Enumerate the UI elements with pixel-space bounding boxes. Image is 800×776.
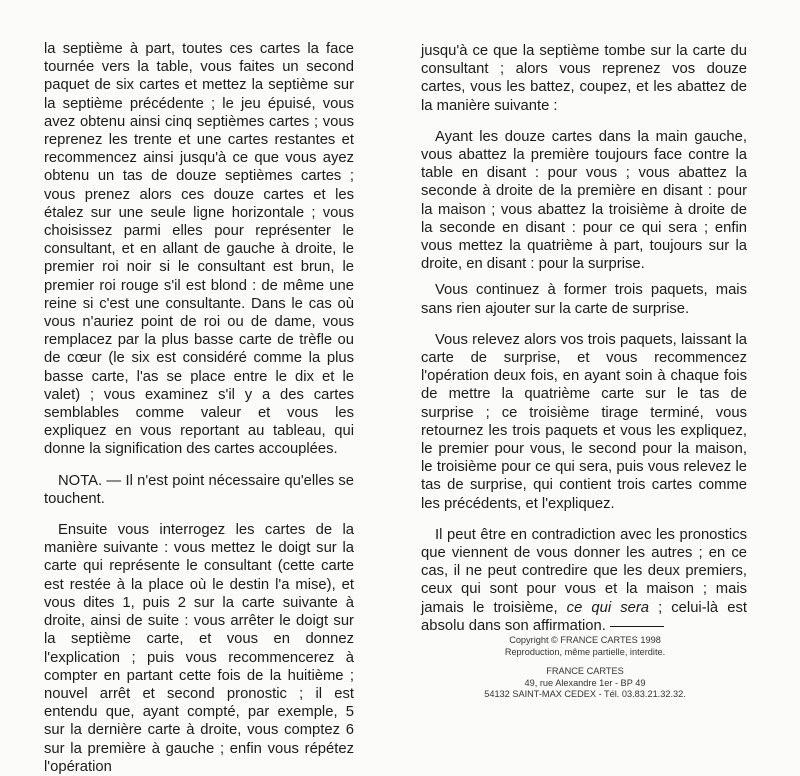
right-paragraph-5-start: Il peut être en contradiction avec les pronostics que viennent de vous donner les autres ; en ce cas, il ne peut contredire que les deux premiers, ceux qui sont pour vous et la maison ; mais jamais le troisième, [421,526,747,616]
copyright-block [420,635,750,658]
right-paragraph-3: Vous continuez à former trois paquets, mais sans rien ajouter sur la carte de surprise. [421,282,747,317]
reproduction-line: Reproduction, même partielle, interdite. [504,646,666,657]
publisher-name: FRANCE CARTES [546,666,624,676]
nota-paragraph: NOTA. — Il n'est point nécessaire qu'elles se touchent. [44,472,354,507]
left-paragraph-3: Ensuite vous interrogez les cartes de la manière suivante : vous mettez le doigt sur la carte qui représente le consultant (cette carte est restée à la place où le destin l'a mise), et vous dites 1, puis 2 sur la carte suivante à droite, ainsi de suite : vous arrêter le doigt sur la septième carte, et vous en donnez l'explication ; puis vous recommencerez à compter en partant cette fois de la huitième ; nouvel arrêt et second pronostic ; il est entendu que, ayant compté, par exemple, 5 sur la dernière carte à droite, vous comptez 6 sur la première à gauche ; enfin vous répétez l'opération [44,522,354,775]
right-paragraph-5-end: ; celui-là est absolu dans son affirmation. [421,599,747,634]
left-paragraph-1: la septième à part, toutes ces cartes la face tournée vers la table, vous faites un second paquet de six cartes et mettez la septième sur la septième précédente ; le jeu épuisé, vous avez obtenu ainsi cinq septièmes cartes ; vous reprenez les trente et une cartes restantes et recommencez ainsi jusqu'à ce que vous ayez obtenu un tas de douze septièmes cartes ; vous prenez alors ces douze cartes et les étalez sur une seule ligne horizontale ; vous choisissez parmi elles pour représenter le consultant, et en allant de gauche à droite, le premier roi noir si le consultant est brun, le premier roi rouge s'il est blond : de même une reine si c'est une consultante. Dans le cas où vous n'auriez point de roi ou de dame, vous remplacez par la plus basse carte de trèfle ou de cœur (le six est considéré comme la plus basse carte, l'as se place entre le dix et le valet) ; vous examinez s'il y a des cartes semblables comme valeur et vous les expliquez en vous reportant au tableau, qui donne la signification des cartes accouplées. [44,41,354,458]
end-rule [610,626,664,627]
right-paragraph-1: jusqu'à ce que la septième tombe sur la carte du consultant ; alors vous reprenez vos douze cartes, vous les battez, coupez, et les abattez de la manière suivante : [421,43,747,114]
publisher-address [420,666,750,701]
right-text-column [421,42,747,635]
street-line: 49, rue Alexandre 1er - BP 49 [524,677,646,688]
right-paragraph-5 [421,526,747,635]
ce-qui-sera-italic: ce qui sera [566,599,649,616]
city-phone-line: 54132 SAINT-MAX CEDEX - Tél. 03.83.21.32.32. [484,689,686,699]
right-paragraph-4: Vous relevez alors vos trois paquets, laissant la carte de surprise, et vous recommencez l'opération deux fois, en ayant soin à chaque fois de mettre la quatrième carte sur le tas de surprise ; ce troisième tirage terminé, vous retournez les trois paquets et vous les expliquez, le premier pour vous, le second pour la maison, le troisième pour ce qui sera, puis vous relevez le tas de surprise, qui contient trois cartes comme les précédents, et l'expliquez. [421,331,747,512]
right-paragraph-2: Ayant les douze cartes dans la main gauche, vous abattez la première toujours face contre la table en disant : pour vous ; vous abattez la seconde à droite de la première en disant : pour la maison ; vous abattez la troisième à droite de la seconde en disant : pour ce qui sera ; enfin vous mettez la quatrième à part, toujours sur la droite, en disant : pour la surprise. [421,128,747,273]
copyright-line: Copyright © FRANCE CARTES 1998 [509,635,661,645]
left-text-column [44,40,354,776]
